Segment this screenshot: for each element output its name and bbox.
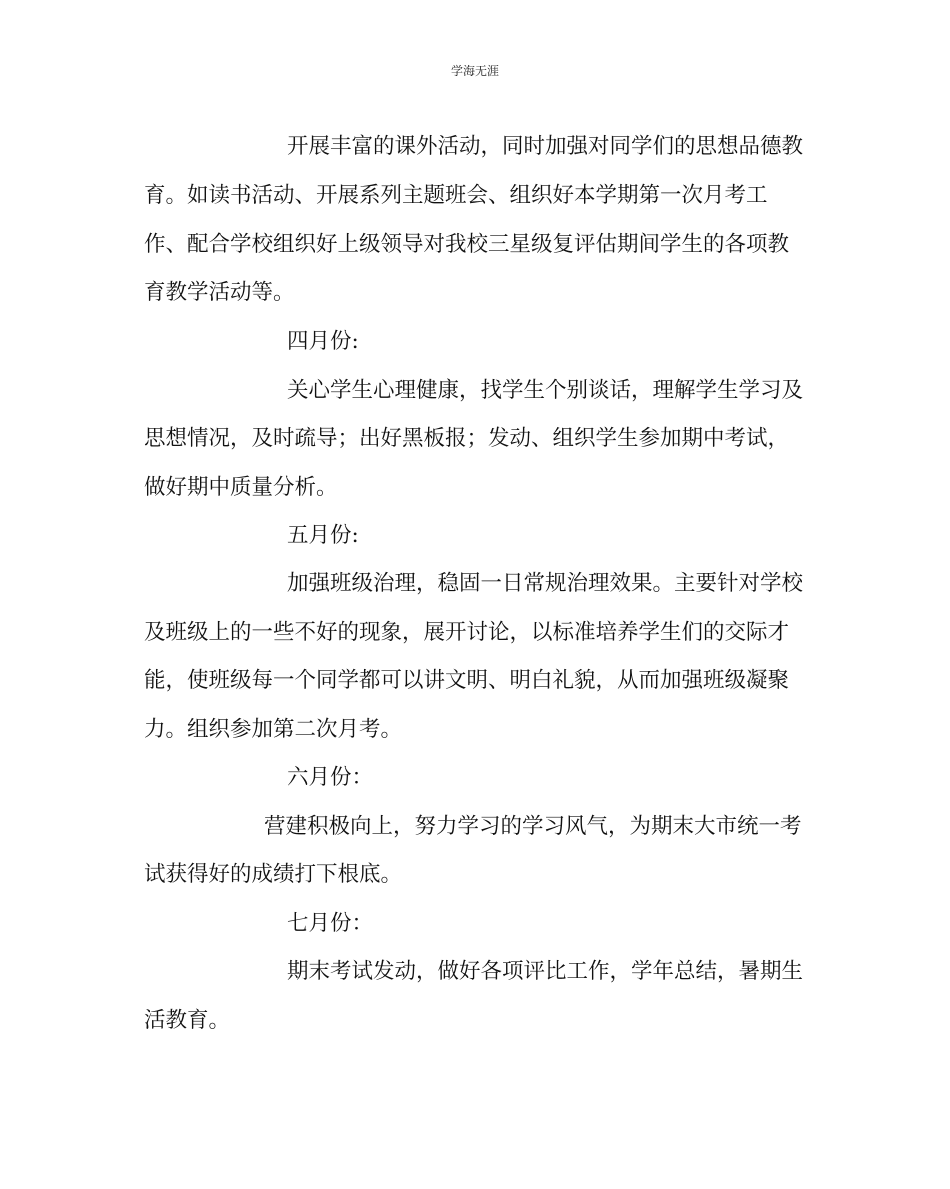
paragraph-line: 作、配合学校组织好上级领导对我校三星级复评估期间学生的各项教 [144,232,790,257]
paragraph-line: 及班级上的一些不好的现象，展开讨论，以标准培养学生们的交际才 [144,620,790,645]
paragraph-line: 开展丰富的课外活动，同时加强对同学们的思想品德教 [287,134,804,159]
section-heading-july: 七月份： [287,911,374,936]
paragraph-line: 营建积极向上，努力学习的学习风气，为期末大市统一考 [264,814,802,839]
page-header: 学海无涯 [450,64,499,78]
section-heading-may: 五月份: [287,523,359,548]
paragraph-line: 活教育。 [144,1008,231,1033]
paragraph-line: 育教学活动等。 [144,280,295,305]
paragraph-line: 关心学生心理健康，找学生个别谈话，理解学生学习及 [287,378,804,403]
section-heading-april: 四月份: [287,329,359,354]
paragraph-line: 能，使班级每一个同学都可以讲文明、明白礼貌，从而加强班级凝聚 [144,668,790,693]
paragraph-line: 育。如读书活动、开展系列主题班会、组织好本学期第一次月考工 [144,183,768,208]
paragraph-line: 做好期中质量分析。 [144,475,338,500]
paragraph-line: 试获得好的成绩打下根底。 [144,862,403,887]
section-heading-june: 六月份： [287,765,374,790]
paragraph-line: 思想情况，及时疏导；出好黑板报；发动、组织学生参加期中考试， [144,426,790,451]
paragraph-line: 力。组织参加第二次月考。 [144,717,403,742]
paragraph-line: 期末考试发动，做好各项评比工作，学年总结，暑期生 [287,959,804,984]
paragraph-line: 加强班级治理，稳固一日常规治理效果。主要针对学校 [287,571,804,596]
